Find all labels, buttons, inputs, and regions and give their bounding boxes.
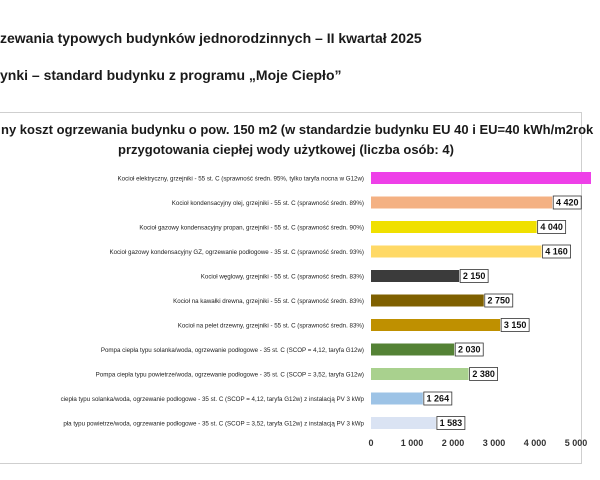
bar [371,197,552,209]
bar [371,393,423,405]
x-tick-label: 5 000 [564,438,588,448]
page-title: zewania typowych budynków jednorodzinnych – II kwartał 2025 [0,30,422,46]
data-label: 2 380 [472,369,495,379]
data-label: 4 160 [545,246,568,257]
data-label: 2 150 [462,271,486,281]
bar [371,221,537,233]
bar [371,319,500,331]
x-tick-label: 4 000 [523,438,547,448]
category-label: Kocioł węglowy, grzejniki - 55 st. C (sprawność średn. 83%) [200,273,364,281]
data-label: 2 750 [487,295,511,306]
chart-title-line-1: ny koszt ogrzewania budynku o pow. 150 m2 (w standardzie budynku EU 40 i EU=40 kWh/m2rok [1,122,594,137]
page-subtitle: ynki – standard budynku z programu „Moje Ciepło” [0,67,342,83]
bar [371,172,591,184]
category-label: Kocioł gazowy kondensacyjny GZ, ogrzewanie podłogowe - 35 st. C (sprawność średn. 93%) [109,249,364,256]
x-tick-label: 3 000 [482,438,506,448]
bar [371,368,469,380]
data-label: 1 583 [439,418,463,428]
bar [371,270,459,282]
chart-panel [0,112,594,464]
category-label: Kocioł gazowy kondensacyjny propan, grzejniki - 55 st. C (sprawność średn. 90%) [139,224,364,232]
category-label: Kocioł elektryczny, grzejniki - 55 st. C (sprawność średn. 95%, tylko taryfa nocna w G12w) [117,175,364,183]
category-label: Pompa ciepła typu powietrze/woda, ogrzewanie podłogowe - 35 st. C (SCOP = 3,52, taryfa G12w) [95,371,364,379]
category-label: Pompa ciepła typu solanka/woda, ogrzewanie podłogowe - 35 st. C (SCOP = 4,12, taryfa G12w) [100,347,364,354]
x-tick-label: 1 000 [400,438,424,448]
category-label: ciepła typu solanka/woda, ogrzewanie podłogowe - 35 st. C (SCOP = 4,12, taryfa G12w) z instalacją PV 3 kWp [60,396,364,403]
category-label: Kocioł kondensacyjny olej, grzejniki - 55 st. C (sprawność średn. 89%) [171,200,364,207]
data-label: 4 420 [555,197,579,208]
category-label: pła typu powietrze/woda, ogrzewanie podłogowe - 35 st. C (SCOP = 3,52, taryfa G12w) z instalacją PV 3 kWp [63,420,364,428]
bar [371,344,454,356]
bar [371,295,484,307]
bar [371,417,436,429]
category-label: Kocioł na kawałki drewna, grzejniki - 55 st. C (sprawność średn. 83%) [173,298,364,305]
data-label: 1 264 [426,393,450,404]
bar [371,246,542,258]
bar-chart [0,113,588,463]
data-label: 4 040 [540,222,563,232]
x-tick-label: 2 000 [441,438,465,448]
data-label: 2 030 [457,344,481,355]
chart-title-line-2: przygotowania ciepłej wody użytkowej (liczba osób: 4) [118,142,454,157]
data-label: 3 150 [503,320,527,330]
x-tick-label: 0 [368,438,374,448]
category-label: Kocioł na pelet drzewny, grzejniki - 55 st. C (sprawność średn. 83%) [177,322,364,330]
